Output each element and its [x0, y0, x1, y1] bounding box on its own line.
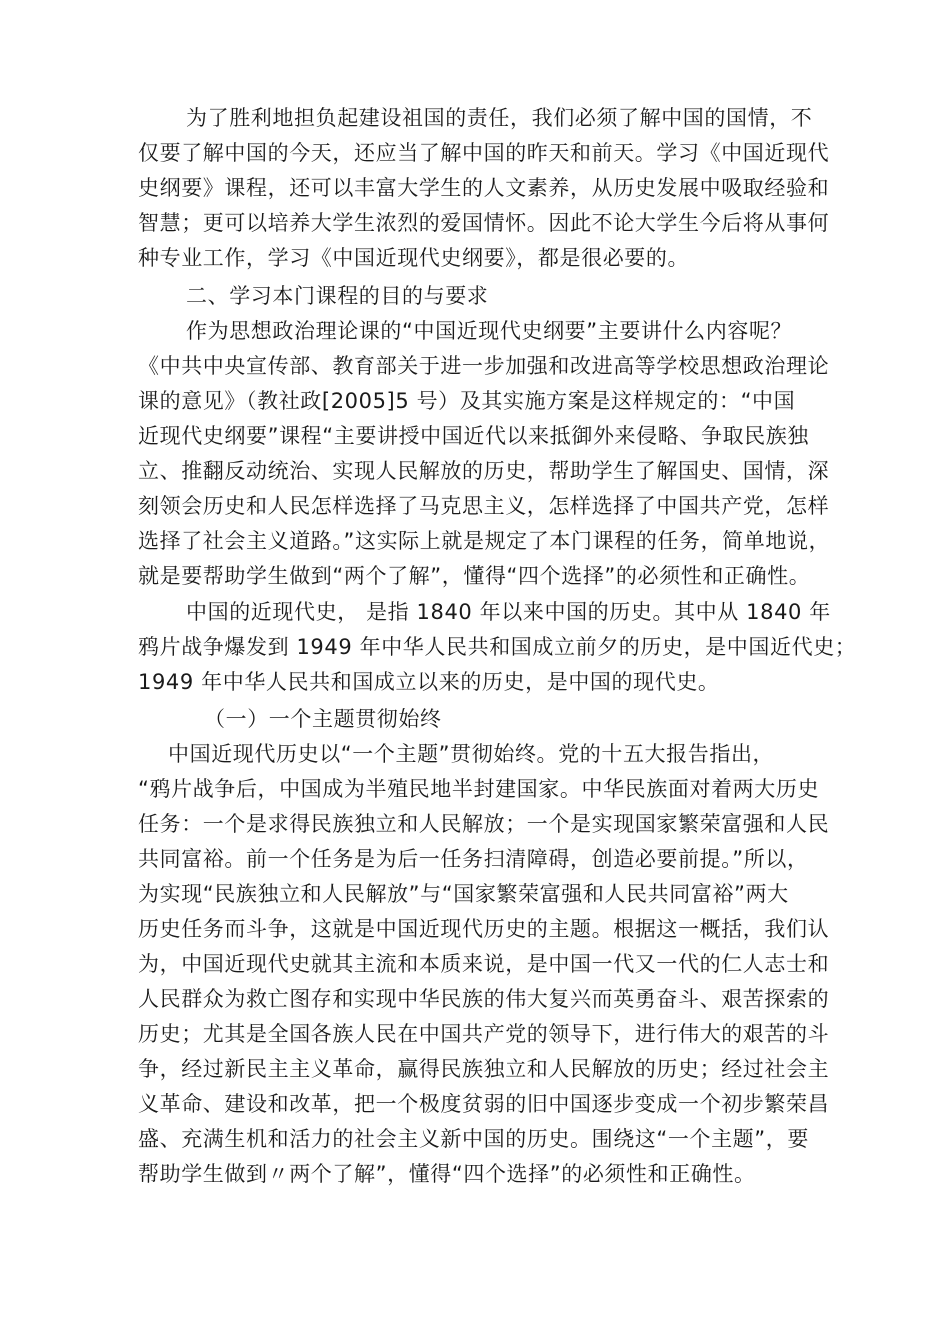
paragraph-line: 近现代史纲要”课程“主要讲授中国近代以来抵御外来侵略、争取民族独	[138, 424, 809, 448]
paragraph-line: 智慧；更可以培养大学生浓烈的爱国情怀。因此不论大学生今后将从事何	[138, 211, 830, 235]
subsection-heading: （一）一个主题贯彻始终	[204, 707, 442, 731]
paragraph-line: 为，中国近现代史就其主流和本质来说，是中国一代又一代的仁人志士和	[138, 952, 830, 976]
paragraph-line: 史纲要》课程，还可以丰富大学生的人文素养，从历史发展中吸取经验和	[138, 176, 830, 200]
section-heading: 二、学习本门课程的目的与要求	[186, 284, 489, 308]
paragraph-line: 义革命、建设和改革，把一个极度贫弱的旧中国逐步变成一个初步繁荣昌	[138, 1092, 830, 1116]
paragraph-line: 帮助学生做到〃两个了解”，懂得“四个选择”的必须性和正确性。	[138, 1162, 756, 1186]
paragraph-line: 中国的近现代史， 是指 1840 年以来中国的历史。其中从 1840 年	[186, 600, 831, 624]
paragraph-line: 《中共中央宣传部、教育部关于进一步加强和改进高等学校思想政治理论	[138, 354, 830, 378]
paragraph-line: 盛、充满生机和活力的社会主义新中国的历史。围绕这“一个主题”，要	[138, 1127, 809, 1151]
paragraph-line: 仅要了解中国的今天，还应当了解中国的昨天和前天。学习《中国近现代	[138, 141, 830, 165]
paragraph-line: 种专业工作，学习《中国近现代史纲要》，都是很必要的。	[138, 246, 690, 270]
paragraph-line: 争，经过新民主主义革命，赢得民族独立和人民解放的历史；经过社会主	[138, 1057, 830, 1081]
paragraph-line: 课的意见》（教社政[2005]5 号）及其实施方案是这样规定的：“中国	[138, 389, 796, 413]
paragraph-line: “鸦片战争后，中国成为半殖民地半封建国家。中华民族面对着两大历史	[138, 777, 820, 801]
paragraph-line: 为实现“民族独立和人民解放”与“国家繁荣富强和人民共同富裕”两大	[138, 882, 789, 906]
paragraph-line: 任务：一个是求得民族独立和人民解放；一个是实现国家繁荣富强和人民	[138, 812, 830, 836]
paragraph-line: 历史；尤其是全国各族人民在中国共产党的领导下，进行伟大的艰苦的斗	[138, 1022, 830, 1046]
paragraph-line: 共同富裕。前一个任务是为后一任务扫清障碍，创造必要前提。”所以，	[138, 847, 809, 871]
paragraph-line: 历史任务而斗争，这就是中国近现代历史的主题。根据这一概括，我们认	[138, 917, 830, 941]
paragraph-line: 刻领会历史和人民怎样选择了马克思主义，怎样选择了中国共产党，怎样	[138, 494, 830, 518]
paragraph-line: 选择了社会主义道路。”这实际上就是规定了本门课程的任务，简单地说，	[138, 529, 831, 553]
paragraph-line: 鸦片战争爆发到 1949 年中华人民共和国成立前夕的历史，是中国近代史；	[138, 635, 857, 659]
paragraph-line: 1949 年中华人民共和国成立以来的历史，是中国的现代史。	[138, 670, 720, 694]
paragraph-line: 中国近现代历史以“一个主题”贯彻始终。党的十五大报告指出，	[168, 742, 775, 766]
paragraph-line: 就是要帮助学生做到“两个了解”，懂得“四个选择”的必须性和正确性。	[138, 564, 811, 588]
paragraph-line: 人民群众为救亡图存和实现中华民族的伟大复兴而英勇奋斗、艰苦探索的	[138, 987, 830, 1011]
paragraph-line: 作为思想政治理论课的“中国近现代史纲要”主要讲什么内容呢？	[186, 319, 793, 343]
paragraph-line: 立、推翻反动统治、实现人民解放的历史，帮助学生了解国史、国情，深	[138, 459, 830, 483]
paragraph-line: 为了胜利地担负起建设祖国的责任，我们必须了解中国的国情，不	[186, 106, 813, 130]
